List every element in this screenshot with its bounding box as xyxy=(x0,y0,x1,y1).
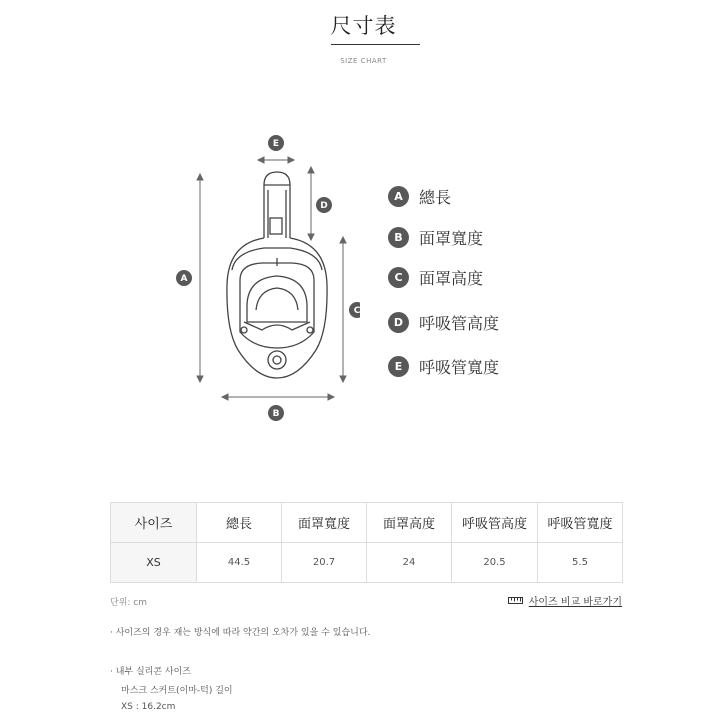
svg-text:D: D xyxy=(320,201,328,211)
legend-badge-d: D xyxy=(388,312,409,333)
page-subtitle: SIZE CHART xyxy=(340,57,387,65)
legend-item-b xyxy=(388,226,483,249)
title-underline xyxy=(331,44,420,45)
dimension-c-arrow xyxy=(340,237,346,382)
table-cell: 5.5 xyxy=(538,543,623,583)
table-header-cell: 呼吸管寬度 xyxy=(538,503,623,543)
legend-badge-b: B xyxy=(388,227,409,248)
badge-d xyxy=(316,197,332,213)
table-cell: 24 xyxy=(367,543,452,583)
table-row xyxy=(111,543,623,583)
size-compare-link-label: 사이즈 비교 바로가기 xyxy=(528,597,622,608)
svg-text:C: C xyxy=(353,306,360,316)
dimension-a-arrow xyxy=(197,174,203,382)
table-cell: 20.5 xyxy=(452,543,538,583)
note-measurement-variance: · 사이즈의 경우 재는 방식에 따라 약간의 오차가 있을 수 있습니다. xyxy=(110,628,371,638)
legend-label-a: 總長 xyxy=(419,188,452,207)
table-header-cell: 呼吸管高度 xyxy=(452,503,538,543)
table-cell: 20.7 xyxy=(282,543,367,583)
badge-a xyxy=(176,270,192,286)
note-skirt-length: 마스크 스커트(이마-턱) 길이 xyxy=(121,686,233,696)
legend-label-c: 面罩高度 xyxy=(419,269,484,288)
table-header-cell: 面罩寬度 xyxy=(282,503,367,543)
unit-label: 단위: cm xyxy=(110,598,147,608)
table-header-cell: 사이즈 xyxy=(111,503,197,543)
page-title: 尺寸表 xyxy=(330,14,397,38)
legend-label-b: 面罩寬度 xyxy=(419,229,484,248)
svg-text:B: B xyxy=(272,409,280,419)
note-inner-silicone: · 내부 실리콘 사이즈 xyxy=(110,667,191,677)
legend-item-d xyxy=(388,311,499,334)
mask-outline xyxy=(227,172,327,378)
dimension-b-arrow xyxy=(222,394,334,400)
note-xs-size: XS : 16.2cm xyxy=(121,702,176,712)
ruler-icon xyxy=(508,596,523,605)
mask-diagram xyxy=(160,128,360,428)
badge-b xyxy=(268,405,284,421)
table-header-row xyxy=(111,503,623,543)
table-header-cell: 面罩高度 xyxy=(367,503,452,543)
legend-badge-a: A xyxy=(388,186,409,207)
svg-text:A: A xyxy=(180,274,188,284)
table-cell: XS xyxy=(111,543,197,583)
legend-badge-e: E xyxy=(388,356,409,377)
table-cell: 44.5 xyxy=(197,543,282,583)
size-compare-link[interactable] xyxy=(508,593,622,608)
svg-text:E: E xyxy=(272,139,280,149)
dimension-e-arrow xyxy=(258,157,294,163)
legend-badge-c: C xyxy=(388,267,409,288)
dimension-d-arrow xyxy=(308,167,314,240)
badge-c xyxy=(349,302,360,318)
legend-item-c xyxy=(388,266,483,289)
legend-item-e xyxy=(388,355,499,378)
legend-label-e: 呼吸管寬度 xyxy=(419,358,500,377)
legend-label-d: 呼吸管高度 xyxy=(419,314,500,333)
legend-item-a xyxy=(388,185,451,208)
badge-e xyxy=(268,135,284,151)
size-table xyxy=(110,502,623,583)
table-header-cell: 總長 xyxy=(197,503,282,543)
